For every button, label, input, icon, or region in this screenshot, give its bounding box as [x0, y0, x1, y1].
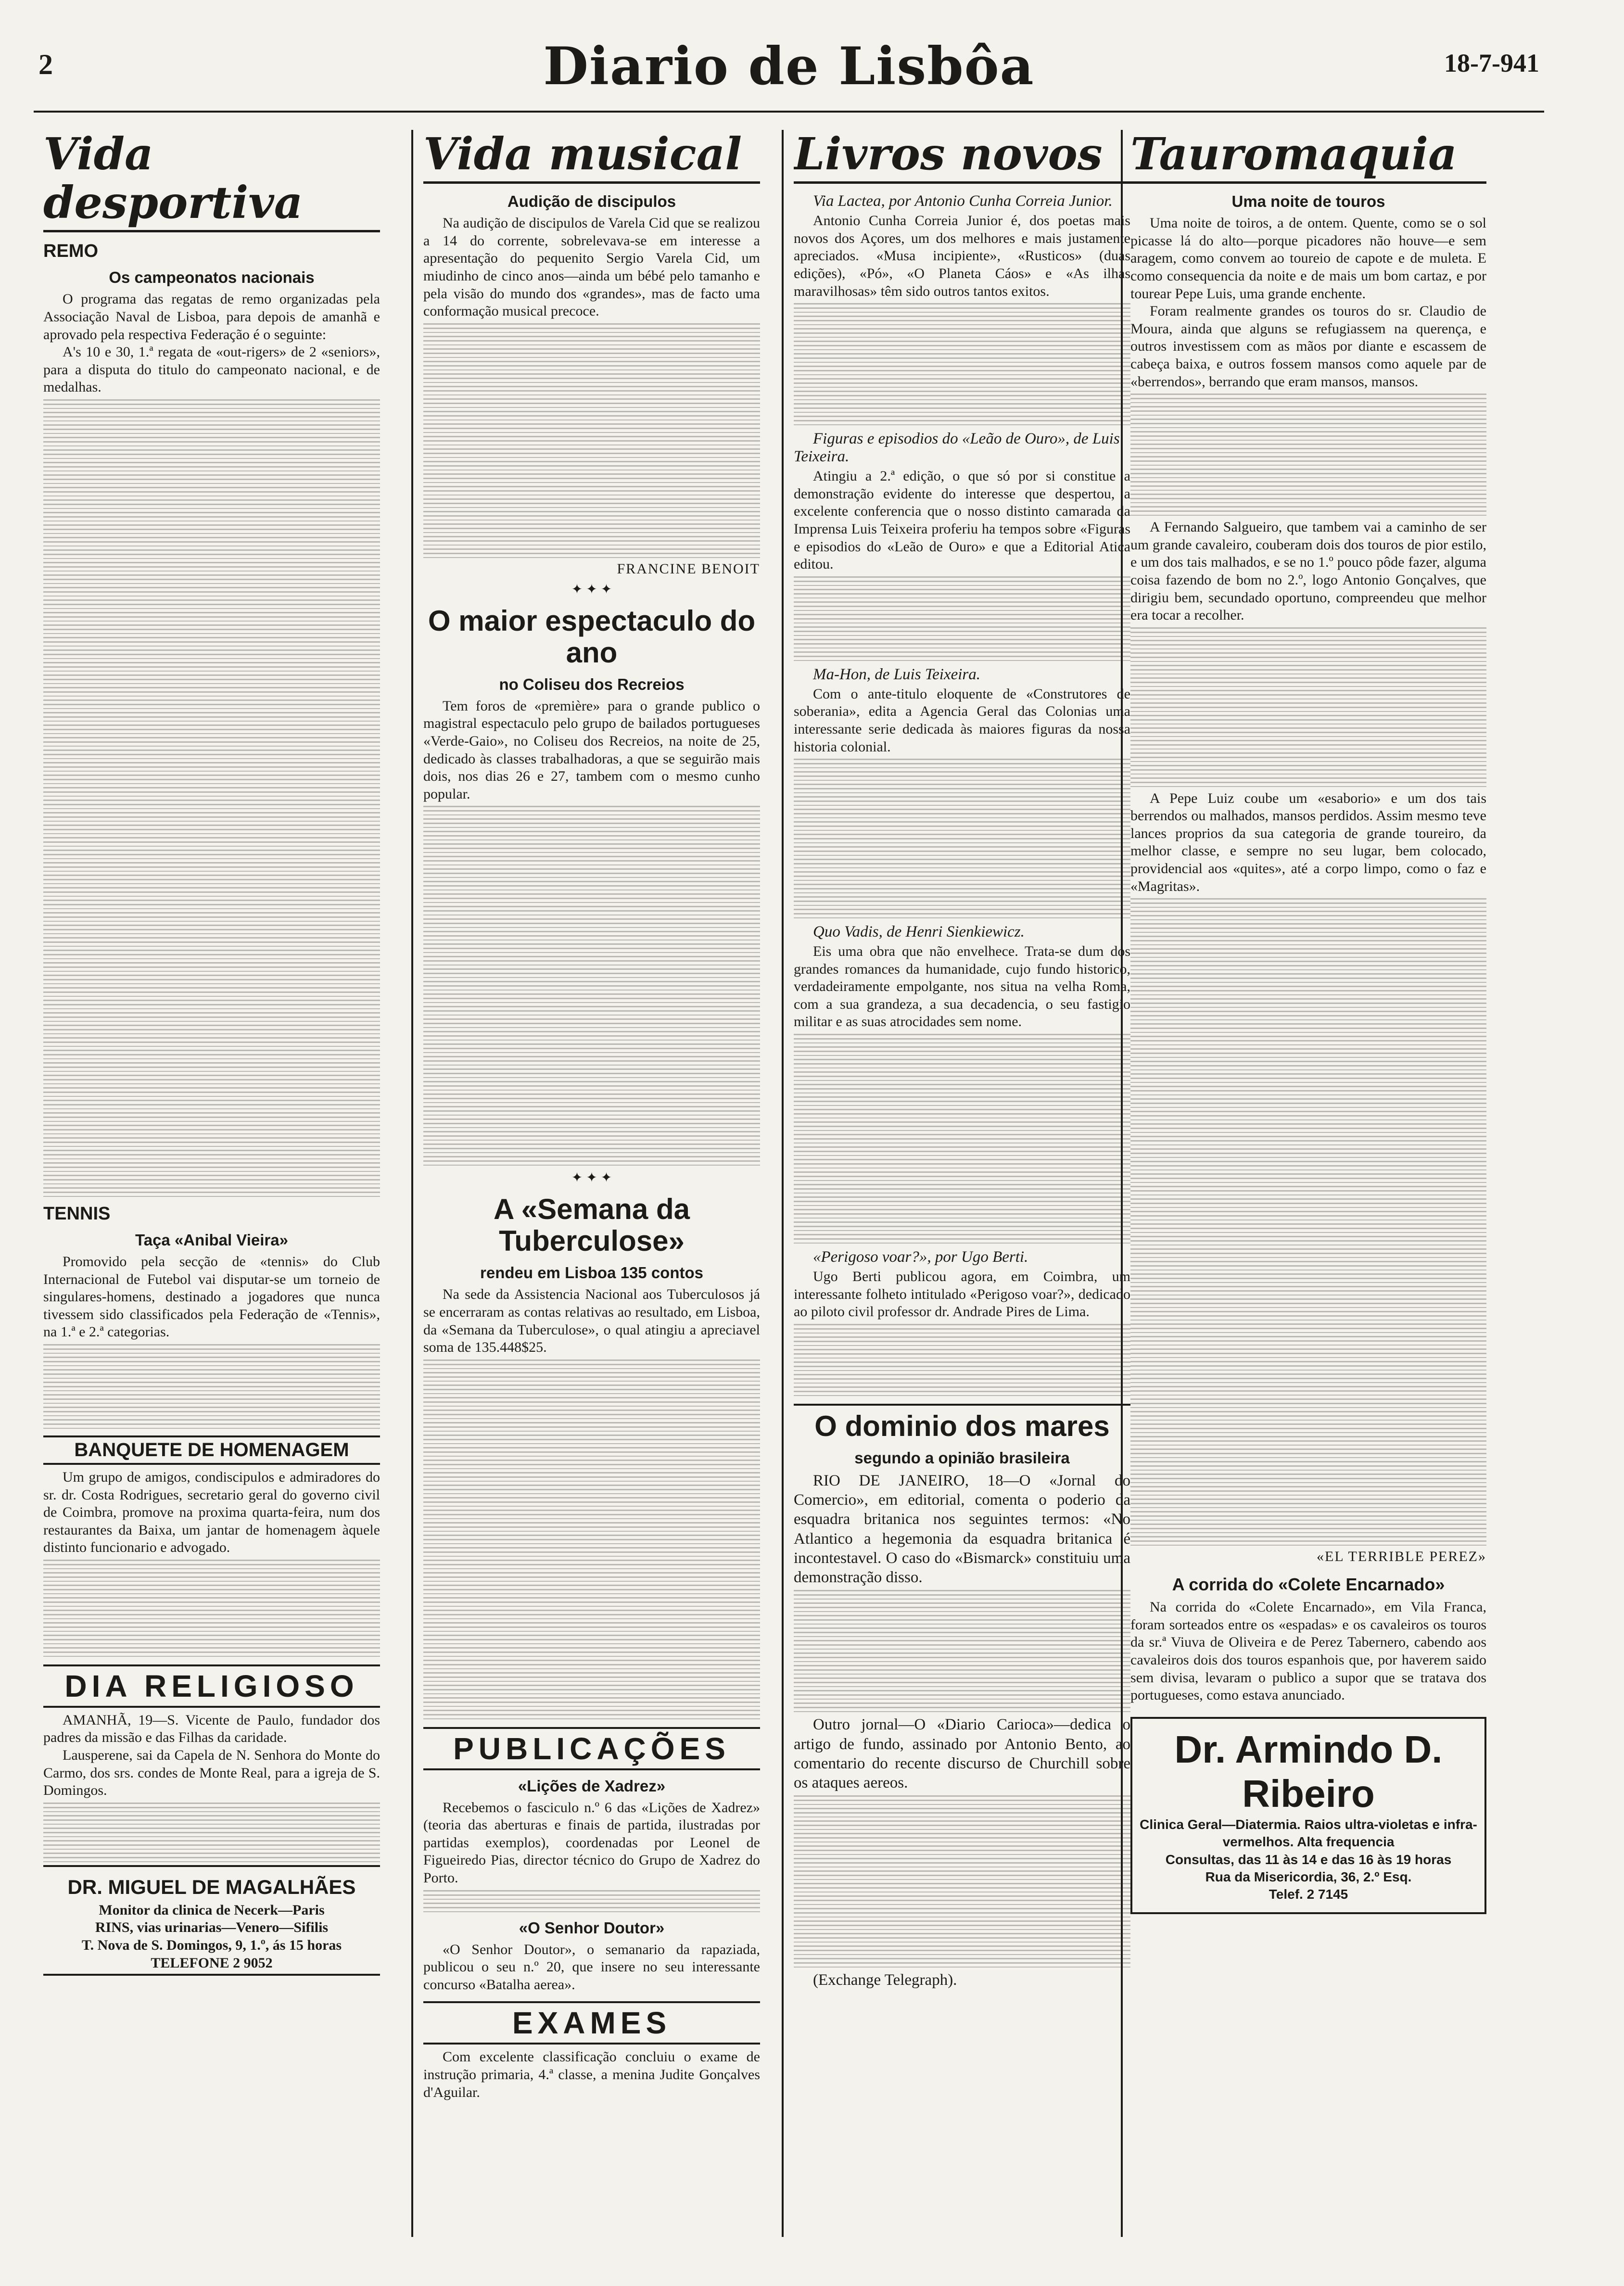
section-title: Livros novos: [794, 130, 1130, 184]
article-text: Uma noite de toiros, a de ontem. Quente, como se o sol picasse lá do alto—porque picadores não houve—e sem aragem, como convem ao toureio de capote e de muleta. E como consequencia da noite e de mais um bom cartaz, e por tourear Pepe Luis, uma grande enchente.: [1130, 215, 1486, 302]
section-title: Vida musical: [423, 130, 760, 184]
ad-line: T. Nova de S. Domingos, 9, 1.º, ás 15 horas: [81, 1937, 342, 1954]
newspaper-title: Diario de Lisbôa: [543, 36, 1035, 97]
column-rule: [782, 130, 784, 2237]
article-text: Na corrida do «Colete Encarnado», em Vila Franca, foram sorteados entre os «espadas» e os cavaleiros os touros da sr.ª Viuva de Oliveira e de Perez Tabernero, cabendo aos cavaleiros dois dos touros espanhois que, por haverem saido sem divisa, levaram o publico a supor que se tratava dos portugueses, como estava anunciado.: [1130, 1599, 1486, 1703]
article-text: Promovido pela secção de «tennis» do Club Internacional de Futebol vai disputar-se um torneio de singulares-homens, destinado a jogadores que nunca tivessem sido classificados pela Federação de «Tennis», na 1.ª e 2.ª categorias.: [43, 1253, 380, 1340]
ad-line: Consultas, das 11 às 14 e das 16 às 19 horas: [1165, 1852, 1452, 1867]
column-books: [794, 130, 1130, 2251]
article-text: Na audição de discipulos de Varela Cid que se realizou a 14 do corrente, sobrelevava-se em interesse a apresentação do pequenito Sergio Varela Cid, um miudinho de cinco anos—ainda um bébé pelo tamanho e pela visão do mundo dos «grandes», mas de facto uma conformação musical precoce.: [423, 215, 760, 319]
article-text: (Exchange Telegraph).: [813, 1971, 957, 1989]
article-text: Atingiu a 2.ª edição, o que só por si constitue a demonstração evidente do interesse que despertou, a excelente conferencia que o nosso distinto camarada da Imprensa Luis Teixeira proferiu ha tempos sobre «Figuras e episodios do «Leão de Ouro» e que a Editorial Atica editou.: [794, 468, 1130, 572]
article-text: Lausperene, sai da Capela de N. Senhora do Monte do Carmo, dos srs. condes de Monte Real, para a igreja de S. Domingos.: [43, 1747, 380, 1799]
ad-line: Clinica Geral—Diatermia. Raios ultra-violetas e infra-vermelhos. Alta frequencia: [1140, 1816, 1477, 1850]
article-title: A «Semana da Tuberculose»: [494, 1193, 690, 1257]
ad-line: TELEFONE 2 9052: [151, 1955, 273, 1971]
column-bullfighting: [1130, 130, 1486, 2251]
article-title: EXAMES: [423, 2001, 760, 2045]
byline: «EL TERRIBLE PEREZ»: [1317, 1549, 1486, 1565]
book-title: Figuras e episodios do «Leão de Ouro», de Luis Teixeira.: [794, 430, 1120, 466]
section-title: Tauromaquia: [1130, 130, 1486, 184]
article-subtitle: no Coliseu dos Recreios: [499, 675, 685, 693]
column-sports: [43, 130, 380, 2251]
article-text: Um grupo de amigos, condiscipulos e admiradores do sr. dr. Costa Rodrigues, secretario geral do governo civil de Coimbra, promove na proxima quarta-feira, num dos restaurantes da Baixa, um jantar de homenagem àquele distinto funcionario e advogado.: [43, 1469, 380, 1556]
ad-name: Dr. Armindo D. Ribeiro: [1174, 1727, 1443, 1815]
masthead: [34, 29, 1544, 113]
article-text: AMANHÃ, 19—S. Vicente de Paulo, fundador dos padres da missão e das Filhas da caridade.: [43, 1712, 380, 1746]
article-text: Tem foros de «première» para o grande publico o magistral espectaculo pelo grupo de bailados portugueses «Verde-Gaio», no Coliseu dos Recreios, na noite de 25, dedicado às classes trabalhadoras, a que se seguirão mais dois, nos dias 26 e 27, tambem com o mesmo cunho popular.: [423, 698, 760, 802]
article-subtitle: rendeu em Lisboa 135 contos: [480, 1264, 703, 1282]
byline: FRANCINE BENOIT: [617, 560, 760, 577]
article-text: Eis uma obra que não envelhece. Trata-se dum dos grandes romances da humanidade, cujo fundo historico, verdadeiramente empolgante, nos situa na velha Roma, com a sua grandeza, a sua decadencia, o seu fastigio militar e as suas atrocidades sem nome.: [794, 943, 1130, 1030]
book-title: «Perigoso voar?», por Ugo Berti.: [813, 1248, 1028, 1266]
article-title: Os campeonatos nacionais: [109, 268, 315, 287]
column-music: Vida musical Audição de discipulos Na audição de discipulos de Varela Cid que se realizou a 14 do corrente, sobrelevava-se em interesse a apresentação do pequenito Sergio Varela Cid, um miudinho de cinco anos—ainda um bébé pelo tamanho e pela visão do mundo dos «grandes», mas de facto uma conformação musical precoce. FRANCINE BENOIT ✦ ✦ ✦ O maior espectaculo do ano no Coliseu dos Recreios Tem foros de «première» para o grande publico o magistral espectaculo pelo grupo de bailados portugueses «Verde-Gaio», no Coliseu dos Recreios, na noite de 25, dedicado às classes trabalhadoras, a que se seguirão mais dois, nos dias 26 e 27, tambem com o mesmo cunho popular. ✦ ✦ ✦ A «Semana da Tuberculose» rendeu em Lisboa 135 contos Na sede da Assistencia Nacional aos Tuberculosos já se encerraram as contas relativas ao resultado, em Lisboa, da «Semana da Tuberculose», o qual atingiu a apreciavel soma de 135.448$25. PUBLICAÇÕES «Lições de Xadrez» Recebemos o fasciculo n.º 6 das «Lições de Xadrez» (teoria das aberturas e finais de partida, ilustradas por partidas exemplos), coordenadas por Leonel de Figueiredo Pias, director técnico do Grupo de Xadrez do Porto. «O Senhor Doutor» «O Senhor Doutor», o semanario da rapaziada, publicou o seu n.º 20, que insere no seu interessante concurso «Batalha aerea». EXAMES Com excelente classificação concluiu o exame de instrução primaria, 4.ª classe, a menina Judite Gonçalves d'Aguilar.: [423, 130, 760, 2251]
book-title: Ma-Hon, de Luis Teixeira.: [813, 665, 981, 683]
ad-line: RINS, vias urinarias—Venero—Sifilis: [95, 1919, 329, 1936]
ad-name: DR. MIGUEL DE MAGALHÃES: [67, 1875, 356, 1898]
ad-line: Monitor da clinica de Necerk—Paris: [99, 1902, 325, 1918]
article-title: BANQUETE DE HOMENAGEM: [43, 1435, 380, 1465]
article-title: O dominio dos mares: [794, 1404, 1130, 1442]
ad-line: Rua da Misericordia, 36, 2.º Esq.: [1205, 1869, 1412, 1884]
article-text: Com excelente classificação concluiu o exame de instrução primaria, 4.ª classe, a menina Judite Gonçalves d'Aguilar.: [423, 2049, 760, 2100]
advertisement: [1130, 1717, 1486, 1914]
article-text: Na sede da Assistencia Nacional aos Tuberculosos já se encerraram as contas relativas ao resultado, em Lisboa, da «Semana da Tuberculose», o qual atingiu a apreciavel soma de 135.448$25.: [423, 1286, 760, 1356]
article-title: A corrida do «Colete Encarnado»: [1172, 1575, 1445, 1595]
column-rule: [411, 130, 413, 2237]
article-text: RIO DE JANEIRO, 18—O «Jornal do Comercio», em editorial, comenta o poderio da esquadra britanica nos seguintes termos: «No Atlantico a hegemonia da esquadra britanica é incontestavel. O caso do «Bismarck» constituiu uma demonstração disso.: [794, 1472, 1130, 1587]
ad-line: Telef. 2 7145: [1269, 1887, 1348, 1902]
book-title: Quo Vadis, de Henri Sienkiewicz.: [813, 923, 1025, 941]
article-text: Recebemos o fasciculo n.º 6 das «Lições de Xadrez» (teoria das aberturas e finais de partida, ilustradas por partidas exemplos), coordenadas por Leonel de Figueiredo Pias, director técnico do Grupo de Xadrez do Porto.: [423, 1799, 760, 1886]
article-title: Audição de discipulos: [507, 192, 676, 211]
article-text: A's 10 e 30, 1.ª regata de «out-rigers» de 2 «seniors», para a disputa do titulo do campeonato nacional, e de medalhas.: [43, 344, 380, 395]
issue-date: 18-7-941: [1444, 49, 1539, 77]
article-text: A Pepe Luiz coube um «esaborio» e um dos tais berrendos ou malhados, mansos perdidos. Assim mesmo teve lances proprios da sua categoria de grande toureiro, da melhor classe, e sempre no seu lugar, bem colocado, providencial aos «quites», até a corpo limpo, como o faz e «Magritas».: [1130, 790, 1486, 894]
article-subtitle: segundo a opinião brasileira: [854, 1448, 1070, 1467]
article-text: Foram realmente grandes os touros do sr. Claudio de Moura, ainda que alguns se refugiassem na querença, e outros investissem com as mãos por diante e escassem de cabeça baixa, e outros fossem mansos como aquele par de «berrendos», berrando que eram mansos, mansos.: [1130, 303, 1486, 390]
article-subtitle: «O Senhor Doutor»: [519, 1918, 665, 1937]
article-text: O programa das regatas de remo organizadas pela Associação Naval de Lisboa, para depois de amanhã e aprovado pela respectiva Federação é o seguinte:: [43, 291, 380, 343]
article-title: Uma noite de touros: [1231, 192, 1385, 211]
article-subtitle: «Lições de Xadrez»: [518, 1777, 666, 1795]
article-text: Antonio Cunha Correia Junior é, dos poetas mais novos dos Açores, um dos melhores e mais justamente apreciados. «Musa incipiente», «Rusticos» (duas edições), «Pó», «O Planeta Cáos» e «As ilhas maravilhosas» têm sido outros tantos exitos.: [794, 213, 1130, 299]
article-title: Taça «Anibal Vieira»: [135, 1231, 288, 1249]
page-number: 2: [38, 49, 53, 80]
article-text: A Fernando Salgueiro, que tambem vai a caminho de ser um grande cavaleiro, couberam dois dos touros de pior estilo, e um dos tais malhados, e se no 1.º pouco pôde fazer, alguma coisa fazendo de bom no 2.º, logo Antonio Gonçalves, que dirigiu bem, secundado oportuno, compreendeu que melhor era tocar a recolher.: [1130, 519, 1486, 623]
subsection-label: TENNIS: [43, 1203, 111, 1224]
advertisement: [43, 1865, 380, 1976]
book-title: Via Lactea, por Antonio Cunha Correia Junior.: [813, 192, 1113, 210]
article-text: Ugo Berti publicou agora, em Coimbra, um interessante folheto intitulado «Perigoso voar?», dedicado ao piloto civil professor dr. Andrade Pires de Lima.: [794, 1269, 1130, 1320]
article-text: Outro jornal—O «Diario Carioca»—dedica o artigo de fundo, assinado por Antonio Bento, ao comentario do recente discurso de Churchill sobre os ataques aereos.: [794, 1716, 1130, 1792]
article-title: PUBLICAÇÕES: [423, 1727, 760, 1770]
article-text: Com o ante-titulo eloquente de «Construtores de soberania», edita a Agencia Geral das Colonias uma interessante serie dedicada às maiores figuras da nossa historia colonial.: [794, 686, 1130, 755]
section-title: Vida desportiva: [43, 130, 380, 232]
article-text: «O Senhor Doutor», o semanario da rapaziada, publicou o seu n.º 20, que insere no seu interessante concurso «Batalha aerea».: [423, 1941, 760, 1993]
article-title: DIA RELIGIOSO: [43, 1664, 380, 1708]
subsection-label: REMO: [43, 241, 98, 262]
article-title: O maior espectaculo do ano: [428, 604, 756, 669]
